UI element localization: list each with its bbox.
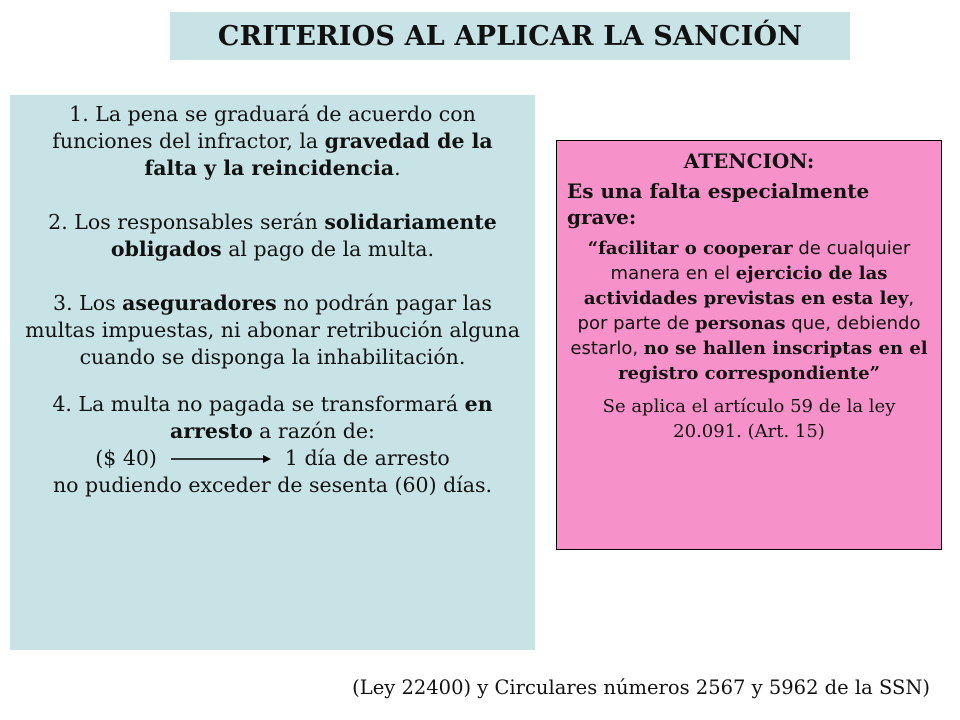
quote-close: ” — [869, 363, 880, 384]
criterion-2-text-a: Los responsables serán — [74, 210, 325, 234]
attention-quote — [567, 236, 931, 386]
criterion-3-text-c: no podrán pagar las multas impuestas, ni abonar retribución alguna cuando se disponga la inhabilitación. — [25, 291, 520, 369]
title-bar — [170, 12, 850, 60]
quote-part-3: ejercicio de las actividades previstas en esta ley — [583, 263, 909, 309]
conversion-result: 1 día de arresto — [284, 446, 450, 470]
criterion-4-bold: en arresto — [170, 392, 493, 443]
criterion-2 — [24, 209, 521, 263]
quote-part-5: personas — [695, 313, 786, 334]
quote-part-7: no se hallen inscriptas en el registro correspondiente — [618, 338, 928, 384]
conversion-line — [24, 445, 521, 472]
attention-applies: Se aplica el artículo 59 de la ley 20.091. (Art. 15) — [602, 396, 896, 442]
attention-box — [556, 140, 942, 550]
attention-title: ATENCION: — [683, 149, 815, 173]
criterion-1 — [24, 101, 521, 182]
criterion-2-bold: solidariamente obligados — [110, 210, 497, 261]
quote-open: “ — [587, 238, 599, 259]
attention-subtitle: Es una falta especialmente grave: — [567, 179, 870, 229]
arrow-right-icon — [171, 453, 271, 465]
criterion-3-number: 3. — [53, 291, 73, 315]
quote-part-6: que, debiendo estarlo, — [570, 313, 921, 359]
criterion-3 — [24, 290, 521, 371]
criterion-4-number: 4. — [52, 392, 72, 416]
criterion-4-text-c: a razón de: — [252, 419, 375, 443]
criterion-4 — [24, 391, 521, 445]
quote-part-4: , por parte de — [577, 288, 915, 334]
page-title: CRITERIOS AL APLICAR LA SANCIÓN — [217, 20, 803, 52]
conversion-limit: no pudiendo exceder de sesenta (60) días. — [52, 473, 493, 497]
criterion-3-bold: aseguradores — [122, 291, 277, 315]
source-footer: (Ley 22400) y Circulares números 2567 y 5962 de la SSN) — [352, 676, 930, 699]
criterion-4-text-a: La multa no pagada se transformará — [78, 392, 465, 416]
quote-part-2: de cualquier manera en el — [610, 238, 911, 284]
conversion-amount: ($ 40) — [95, 446, 157, 470]
criterion-3-text-a: Los — [79, 291, 123, 315]
criterion-2-text-c: al pago de la multa. — [221, 237, 435, 261]
criterion-2-number: 2. — [48, 210, 68, 234]
criterion-1-bold: gravedad de la falta y la reincidencia — [144, 129, 493, 180]
criterion-1-text-c: . — [394, 156, 401, 180]
criterion-1-text-a: La pena se graduará de acuerdo con funciones del infractor, la — [52, 102, 476, 153]
criterion-1-number: 1. — [69, 102, 89, 126]
criteria-list — [10, 95, 535, 650]
quote-part-1: facilitar o cooperar — [598, 238, 793, 259]
